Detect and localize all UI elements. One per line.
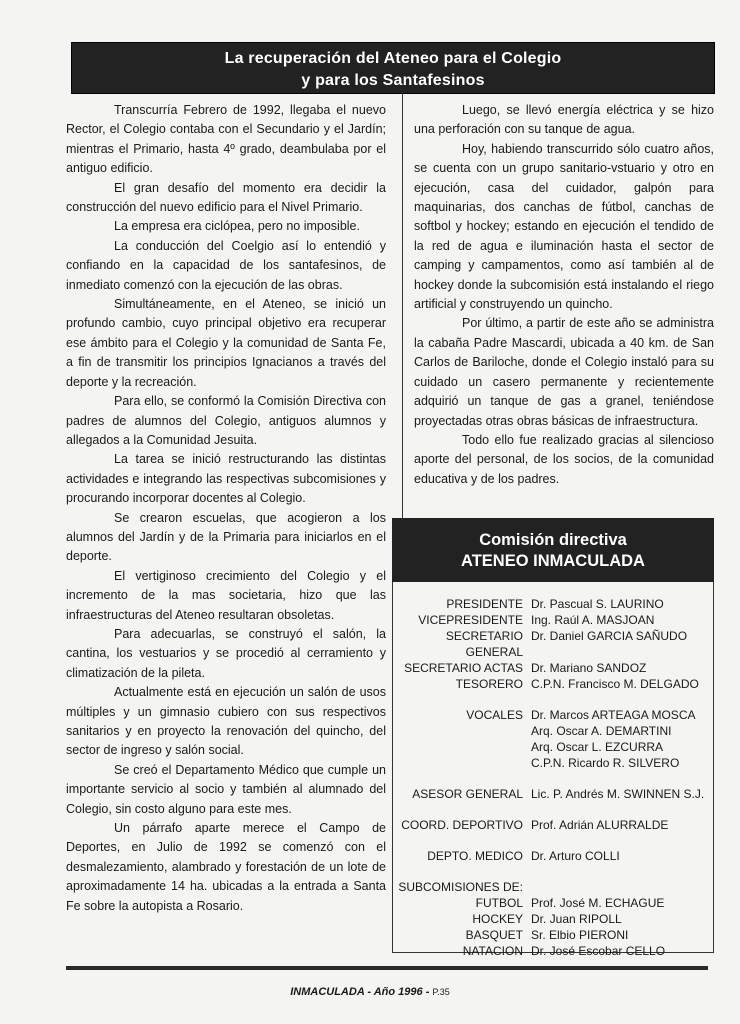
spacer <box>392 833 712 848</box>
roster-row <box>392 596 712 612</box>
paragraph: Simultáneamente, en el Ateneo, se inició un profundo cambio, cuyo principal objetivo era recuperar ese ámbito para el Colegio y la comunidad de Santa Fe, a fin de transmitir los principios Ignacianos a través del deporte y la recreación. <box>66 297 386 389</box>
page-footer <box>0 986 740 998</box>
article-title-line-2: y para los Santafesinos <box>301 72 485 89</box>
paragraph: Para adecuarlas, se construyó el salón, la cantina, los vestuarios y se procedió al cerramiento y climatización de la pileta. <box>66 626 386 680</box>
paragraph: Luego, se llevó energía eléctrica y se hizo una perforación con su tanque de agua. <box>414 103 714 137</box>
role-label: VOCALES <box>466 708 523 722</box>
roster-row <box>392 707 712 771</box>
role-label: TESORERO <box>455 677 523 691</box>
roster-row <box>392 660 712 676</box>
footer-publication: INMACULADA - Año 1996 - <box>290 986 430 998</box>
committee-box-subtitle: ATENEO INMACULADA <box>461 552 645 570</box>
member-name: Sr. Elbio PIERONI <box>531 928 629 942</box>
article-title-bar <box>71 42 715 94</box>
paragraph: Un párrafo aparte merece el Campo de Deportes, en Julio de 1992 se comenzó con el desmalezamiento, alambrado y forestación de un lote de aproximadamente 14 ha. ubicadas a la entrada a Santa Fe sobre la autopista a Rosario. <box>66 821 386 913</box>
member-name: Arq. Oscar A. DEMARTINI <box>531 724 672 738</box>
left-column-text <box>66 101 386 916</box>
member-name: Ing. Raúl A. MASJOAN <box>531 613 655 627</box>
role-label: ASESOR GENERAL <box>412 787 523 801</box>
roster-row <box>392 927 712 943</box>
paragraph: El gran desafío del momento era decidir la construcción del nuevo edificio para el Nivel Primario. <box>66 180 386 215</box>
member-name: Prof. José M. ECHAGUE <box>531 896 665 910</box>
roster-row <box>392 817 712 833</box>
paragraph: Hoy, habiendo transcurrido sólo cuatro años, se cuenta con un grupo sanitario-vstuario y otro en ejecución, casa del cuidador, galpón para maquinarias, dos canchas de fútbol, canchas de softbol y hockey; estando en ejecución el tendido de la red de agua e iluminación hasta el sector de camping y campamentos, como así también al de hockey donde la subcomisión está instalando el riego artificial y construyendo un quincho. <box>414 141 714 312</box>
paragraph: La empresa era ciclópea, pero no imposible. <box>114 219 360 234</box>
member-name: Lic. P. Andrés M. SWINNEN S.J. <box>531 787 705 801</box>
member-name: Dr. Daniel GARCIA SAÑUDO <box>531 629 688 643</box>
committee-box-header <box>392 518 714 582</box>
role-label: VICEPRESIDENTE <box>418 613 523 627</box>
paragraph: Todo ello fue realizado gracias al silencioso aporte del personal, de los socios, de la comunidad educativa y de los padres. <box>414 432 714 486</box>
spacer <box>392 771 712 786</box>
member-name: Dr. Juan RIPOLL <box>531 912 622 926</box>
roster-row <box>392 676 712 692</box>
member-name: Dr. Pascual S. LAURINO <box>531 597 664 611</box>
paragraph: Actualmente está en ejecución un salón de usos múltiples y un gimnasio cubiero con sus respectivos sanitarios y en proyecto la renovación del quincho, del sector de ingreso y salón social. <box>66 685 386 758</box>
right-column-text <box>414 101 714 489</box>
committee-box-title: Comisión directiva <box>479 531 627 549</box>
role-label: SECRETARIO GENERAL <box>445 629 523 659</box>
role-label: FUTBOL <box>475 896 523 910</box>
spacer <box>392 864 712 879</box>
role-label: DEPTO. MEDICO <box>427 849 523 863</box>
role-label: BASQUET <box>465 928 523 942</box>
committee-roster <box>392 596 712 959</box>
role-label: SUBCOMISIONES DE: <box>398 880 523 894</box>
role-label: NATACION <box>462 944 523 958</box>
role-label: HOCKEY <box>472 912 523 926</box>
roster-row <box>392 848 712 864</box>
role-label: PRESIDENTE <box>446 597 523 611</box>
member-name: C.P.N. Francisco M. DELGADO <box>531 677 699 691</box>
member-name: Dr. Arturo COLLI <box>531 849 620 863</box>
roster-row <box>392 943 712 959</box>
spacer <box>392 802 712 817</box>
member-name: C.P.N. Ricardo R. SILVERO <box>531 756 680 770</box>
paragraph: Para ello, se conformó la Comisión Directiva con padres de alumnos del Colegio, antiguos alumnos y allegados a la Comunidad Jesuita. <box>66 394 386 447</box>
paragraph: Se creó el Departamento Médico que cumple un importante servicio al socio y también al alumnado del Colegio, sin costo alguno para este mes. <box>66 762 386 816</box>
column-divider <box>402 92 403 525</box>
paragraph: El vertiginoso crecimiento del Colegio y el incremento de la mas societaria, hizo que las infraestructuras del Ateneo resultaran obsoletas. <box>66 568 386 622</box>
member-name: Dr. José Escobar CELLO <box>531 944 666 958</box>
role-label: SECRETARIO ACTAS <box>404 661 523 675</box>
paragraph: Transcurría Febrero de 1992, llegaba el nuevo Rector, el Colegio contaba con el Secundario y el Jardín; mientras el Primario, hasta 4º grado, deambulaba por el antiguo edificio. <box>66 103 386 176</box>
roster-row <box>392 628 712 660</box>
article-title-line-1: La recuperación del Ateneo para el Colegio <box>224 50 562 67</box>
paragraph: Se crearon escuelas, que acogieron a los alumnos del Jardín y de la Primaria para iniciarlos en el deporte. <box>66 510 386 564</box>
member-name: Dr. Mariano SANDOZ <box>531 661 647 675</box>
paragraph: Por último, a partir de este año se administra la cabaña Padre Mascardi, ubicada a 40 km. de San Carlos de Bariloche, donde el Colegio instaló para su cuidado un casero permanente y recientemente adquirió un tanque de gas a granel, teniéndose proyectadas otras obras básicas de infraestructura. <box>414 316 714 428</box>
roster-row <box>392 786 712 802</box>
page-number: P.35 <box>432 987 450 997</box>
empty-cell <box>531 879 712 895</box>
paragraph: La conducción del Coelgio así lo entendió y confiando en la capacidad de los santafesinos, de inmediato comenzó con la ejecución de las obras. <box>66 238 386 292</box>
footer-rule <box>66 966 708 970</box>
roster-row <box>392 612 712 628</box>
spacer <box>392 692 712 707</box>
member-names <box>531 707 712 771</box>
role-label: COORD. DEPORTIVO <box>401 818 523 832</box>
roster-row <box>392 895 712 911</box>
member-name: Arq. Oscar L. EZCURRA <box>531 740 664 754</box>
roster-row <box>392 911 712 927</box>
member-name: Prof. Adrián ALURRALDE <box>531 818 669 832</box>
roster-row <box>392 879 712 895</box>
paragraph: La tarea se inició restructurando las distintas actividades e integrando las respectivas subcomisiones y procurando incorporar docentes al Colegio. <box>66 452 386 506</box>
member-name: Dr. Marcos ARTEAGA MOSCA <box>531 708 696 722</box>
